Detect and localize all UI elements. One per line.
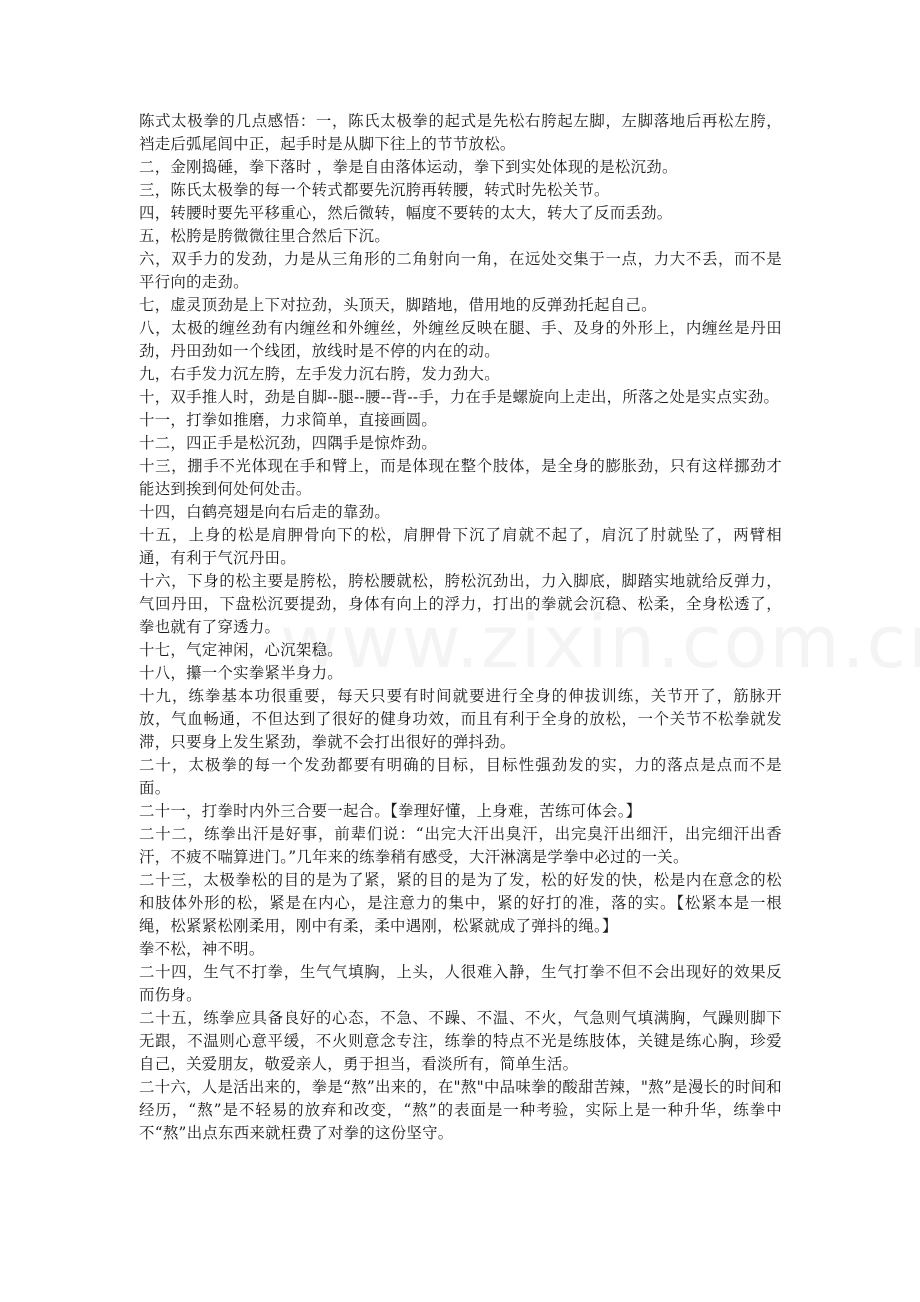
paragraph-24: 拳不松，神不明。: [139, 940, 265, 958]
paragraph-14: 十四，白鹤亮翅是向右后走的靠劲。: [139, 503, 391, 521]
paragraph-20: 二十，太极拳的每一个发劲都要有明确的目标，目标性强劲发的实，力的落点是点而不是面。: [139, 756, 782, 797]
paragraph-15: 十五，上身的松是肩胛骨向下的松，肩胛骨下沉了肩就不起了，肩沉了肘就坠了，两臂相通，有利于气沉丹田。: [139, 526, 782, 567]
paragraph-26: 二十五，练拳应具备良好的心态，不急、不躁、不温、不火，气急则气填满胸，气躁则脚下无跟，不温则心意平缓，不火则意念专注，练拳的特点不光是练肢体，关键是练心胸，珍爱自己，关爱朋友，敬爱亲人，勇于担当，看淡所有，简单生活。: [139, 1009, 782, 1073]
paragraph-4: 四，转腰时要先平移重心，然后微转，幅度不要转的太大，转大了反而丢劲。: [139, 204, 673, 222]
paragraph-27: 二十六，人是活出来的，拳是“熬”出来的，在"熬"中品味拳的酸甜苦辣，"熬”是漫长的时间和经历，“熬”是不轻易的放弃和改变，“熬”的表面是一种考验，实际上是一种升华，练拳中不“熬”出点东西来就枉费了对拳的这份坚守。: [139, 1078, 782, 1142]
document-body: [139, 110, 782, 1145]
paragraph-7: 七，虚灵顶劲是上下对拉劲，头顶天，脚踏地，借用地的反弹劲托起自己。: [139, 296, 657, 314]
paragraph-19: 十九，练拳基本功很重要，每天只要有时间就要进行全身的伸拔训练，关节开了，筋脉开放，气血畅通，不但达到了很好的健身功效，而且有利于全身的放松，一个关节不松拳就发滞，只要身上发生紧劲，拳就不会打出很好的弹抖劲。: [139, 687, 782, 751]
paragraph-5: 五，松胯是胯微微往里合然后下沉。: [139, 227, 391, 245]
paragraph-23: 二十三，太极拳松的目的是为了紧，紧的目的是为了发，松的好发的快，松是内在意念的松和肢体外形的松，紧是在内心，是注意力的集中，紧的好打的准，落的实。【松紧本是一根绳，松紧紧松刚柔用，刚中有柔，柔中遇刚，松紧就成了弹抖的绳。】: [139, 871, 782, 935]
paragraph-18: 十八，攥一个实拳紧半身力。: [139, 664, 343, 682]
paragraph-13: 十三，掤手不光体现在手和臂上，而是体现在整个肢体，是全身的膨胀劲，只有这样挪劲才能达到挨到何处何处击。: [139, 457, 782, 498]
paragraph-3: 三，陈氏太极拳的每一个转式都要先沉胯再转腰，转式时先松关节。: [139, 181, 610, 199]
paragraph-22: 二十二，练拳出汗是好事，前辈们说：“出完大汗出臭汗，出完臭汗出细汗，出完细汗出香汗，不疲不喘算进门。”几年来的练拳稍有感受，大汗淋漓是学拳中必过的一关。: [139, 825, 782, 866]
paragraph-12: 十二，四正手是松沉劲，四隅手是惊炸劲。: [139, 434, 438, 452]
paragraph-21: 二十一，打拳时内外三合要一起合。【拳理好懂，上身难，苦练可体会。】: [139, 802, 642, 820]
paragraph-10: 十，双手推人时，劲是自脚--腿--腰--背--手，力在手是螺旋向上走出，所落之处是实点实劲。: [139, 388, 780, 406]
paragraph-2: 二，金刚捣硾，拳下落时 ，拳是自由落体运动，拳下到实处体现的是松沉劲。: [139, 158, 678, 176]
paragraph-1: 陈式太极拳的几点感悟：一，陈氏太极拳的起式是先松右胯起左脚，左脚落地后再松左胯，裆走后弧尾闾中正，起手时是从脚下往上的节节放松。: [139, 112, 782, 153]
paragraph-6: 六，双手力的发劲，力是从三角形的二角射向一角，在远处交集于一点，力大不丢，而不是平行向的走劲。: [139, 250, 782, 291]
paragraph-11: 十一，打拳如推磨，力求简单，直接画圆。: [139, 411, 438, 429]
paragraph-17: 十七，气定神闲，心沉架稳。: [139, 641, 343, 659]
paragraph-25: 二十四，生气不打拳，生气气填胸，上头，人很难入静，生气打拳不但不会出现好的效果反而伤身。: [139, 963, 782, 1004]
paragraph-9: 九，右手发力沉左胯，左手发力沉右胯，发力劲大。: [139, 365, 500, 383]
paragraph-8: 八，太极的缠丝劲有内缠丝和外缠丝，外缠丝反映在腿、手、及身的外形上，内缠丝是丹田劲，丹田劲如一个线团，放线时是不停的内在的动。: [139, 319, 782, 360]
paragraph-16: 十六，下身的松主要是胯松，胯松腰就松，胯松沉劲出，力入脚底，脚踏实地就给反弹力，气回丹田，下盘松沉要提劲，身体有向上的浮力，打出的拳就会沉稳、松柔，全身松透了，拳也就有了穿透力。: [139, 572, 782, 636]
